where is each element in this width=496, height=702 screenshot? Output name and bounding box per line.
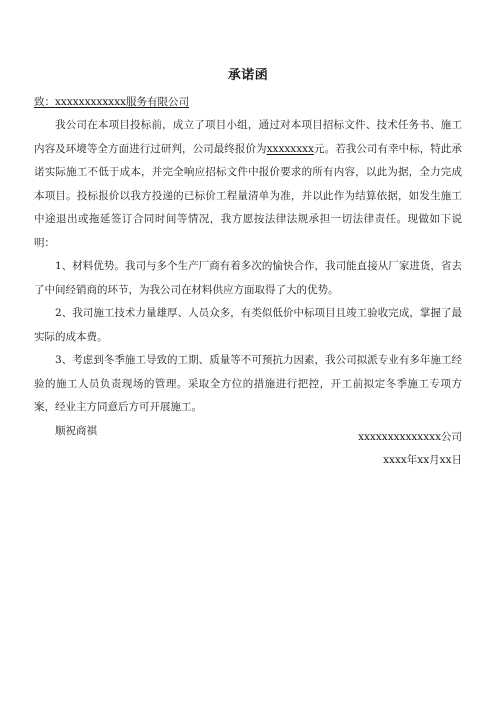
closing-line: 顺祝商祺 [55,424,97,437]
letter-body [34,114,462,443]
document-title: 承诺函 [227,68,269,83]
bid-amount: xxxxxxxx [266,142,314,155]
signature-date: xxxx年xx月xx日 [383,454,462,466]
signature-block [358,426,462,472]
paragraph-commitment [34,114,462,255]
item-technical-strength: 2、我司施工技术力量雄厚、人员众多，有类似低价中标项目且竣工验收完成，掌握了最实际的成本费。 [34,307,462,343]
item-material-advantage: 1、材料优势。我司与多个生产厂商有着多次的愉快合作，我司能直接从厂家进货，省去了中间经销商的环节，为我公司在材料供应方面取得了大的优势。 [34,260,462,296]
salutation-line: 致：xxxxxxxxxxxx服务有限公司 [34,96,190,108]
item-winter-construction: 3、考虑到冬季施工导致的工期、质量等不可预抗力因素，我公司拟派专业有多年施工经验的施工人员负责现场的管理。采取全方位的措施进行把控，开工前拟定冬季施工专项方案，经业主方同意后方可开展施工。 [34,354,462,413]
signature-company: xxxxxxxxxxxxxx公司 [358,431,462,443]
paragraph-commitment-rest: 元。若我公司有幸中标，特此承诺实际施工不低于成本，并完全响应招标文件中报价要求的所有内容，以此为据，全力完成本项目。投标报价以我方投递的已标价工程量清单为准，并以此作为结算依据，如发生施工中途退出或拖延签订合同时间等情况，我方愿按法律法规承担一切法律责任。现做如下说明： [34,142,463,249]
paragraph-commitment-lead: 我公司在本项目投标前，成立了项目小组，通过对本项目招标文件、技术任务书、施工内容及环境等全方面进行过研判，公司最终报价为 [34,119,462,155]
